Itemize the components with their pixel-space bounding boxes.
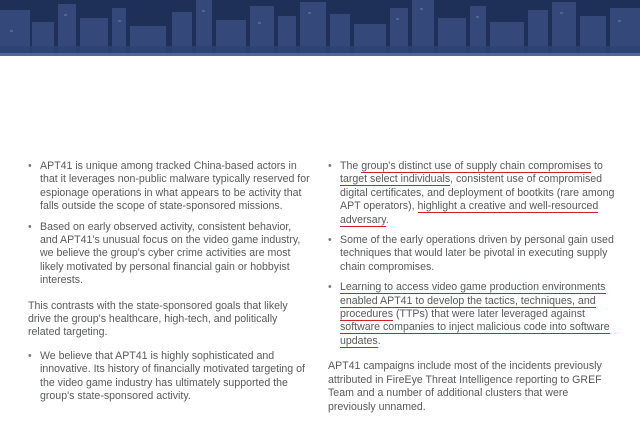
body-paragraph: APT41 campaigns include most of the incidents previously attributed in FireEye Threat Intelligence reporting to GREF Team and a number of additional clusters that were previously unnamed.: [328, 360, 602, 413]
highlighted-text: highlight a creative and well-resourced adversary: [340, 200, 599, 226]
text-run: to: [591, 160, 603, 172]
bullet-dot: •: [328, 281, 332, 294]
bullet-dot: •: [28, 220, 32, 233]
bullet-dot: •: [28, 160, 32, 172]
right-column: [328, 160, 616, 424]
text-run: .: [385, 213, 389, 226]
highlighted-text: software companies to inject malicious code into software updates: [340, 321, 610, 347]
text-run: (TTPs) that were later leveraged against: [393, 308, 585, 321]
city-skyline-banner: [0, 0, 640, 56]
text-run: .: [377, 334, 381, 347]
bullet-dot: •: [328, 234, 332, 247]
bullet-dot: •: [328, 160, 332, 172]
bullet-text: APT41 is unique among tracked China-based actors in that it leverages non-public malware typically reserved for espionage operations in what appears to be activity that falls outside the scope of state-sponsored missions.: [40, 160, 310, 213]
bullet-item: [28, 160, 310, 214]
highlighted-text: group's distinct use of supply chain compromises: [361, 160, 592, 172]
bullet-text: We believe that APT41 is highly sophisticated and innovative. Its history of financially motivated targeting of the video game industry has ultimately supported the group's state-sponsored activity.: [40, 349, 305, 403]
left-column: [28, 160, 310, 411]
text-run: , consistent use of compromised digital certificates, and deployment of bootkits (rare among APT operators),: [340, 173, 615, 213]
bullet-text: Based on early observed activity, consistent behavior, and APT41's unusual focus on the video game industry, we believe the group's cyber crime activities are most likely motivated by personal financial gain or hobbyist interests.: [40, 220, 301, 287]
bullet-item: [28, 221, 310, 288]
highlighted-text: Learning to access video game production environments enabled APT41 to develop the tactics, techniques, and procedures: [340, 281, 606, 321]
bullet-item: [328, 281, 616, 348]
highlighted-text: target select individuals: [340, 173, 451, 186]
bullet-item: [328, 160, 616, 227]
bullet-item: [328, 234, 616, 274]
bullet-item: [28, 350, 310, 404]
bullet-dot: •: [28, 349, 32, 362]
bullet-text: Some of the early operations driven by personal gain used techniques that would later be pivotal in executing supply chain compromises.: [340, 234, 614, 273]
skyline-illustration: [0, 0, 640, 56]
text-run: The: [340, 160, 362, 172]
body-paragraph: This contrasts with the state-sponsored goals that likely drive the group's healthcare, high-tech, and politically related targeting.: [28, 299, 288, 339]
